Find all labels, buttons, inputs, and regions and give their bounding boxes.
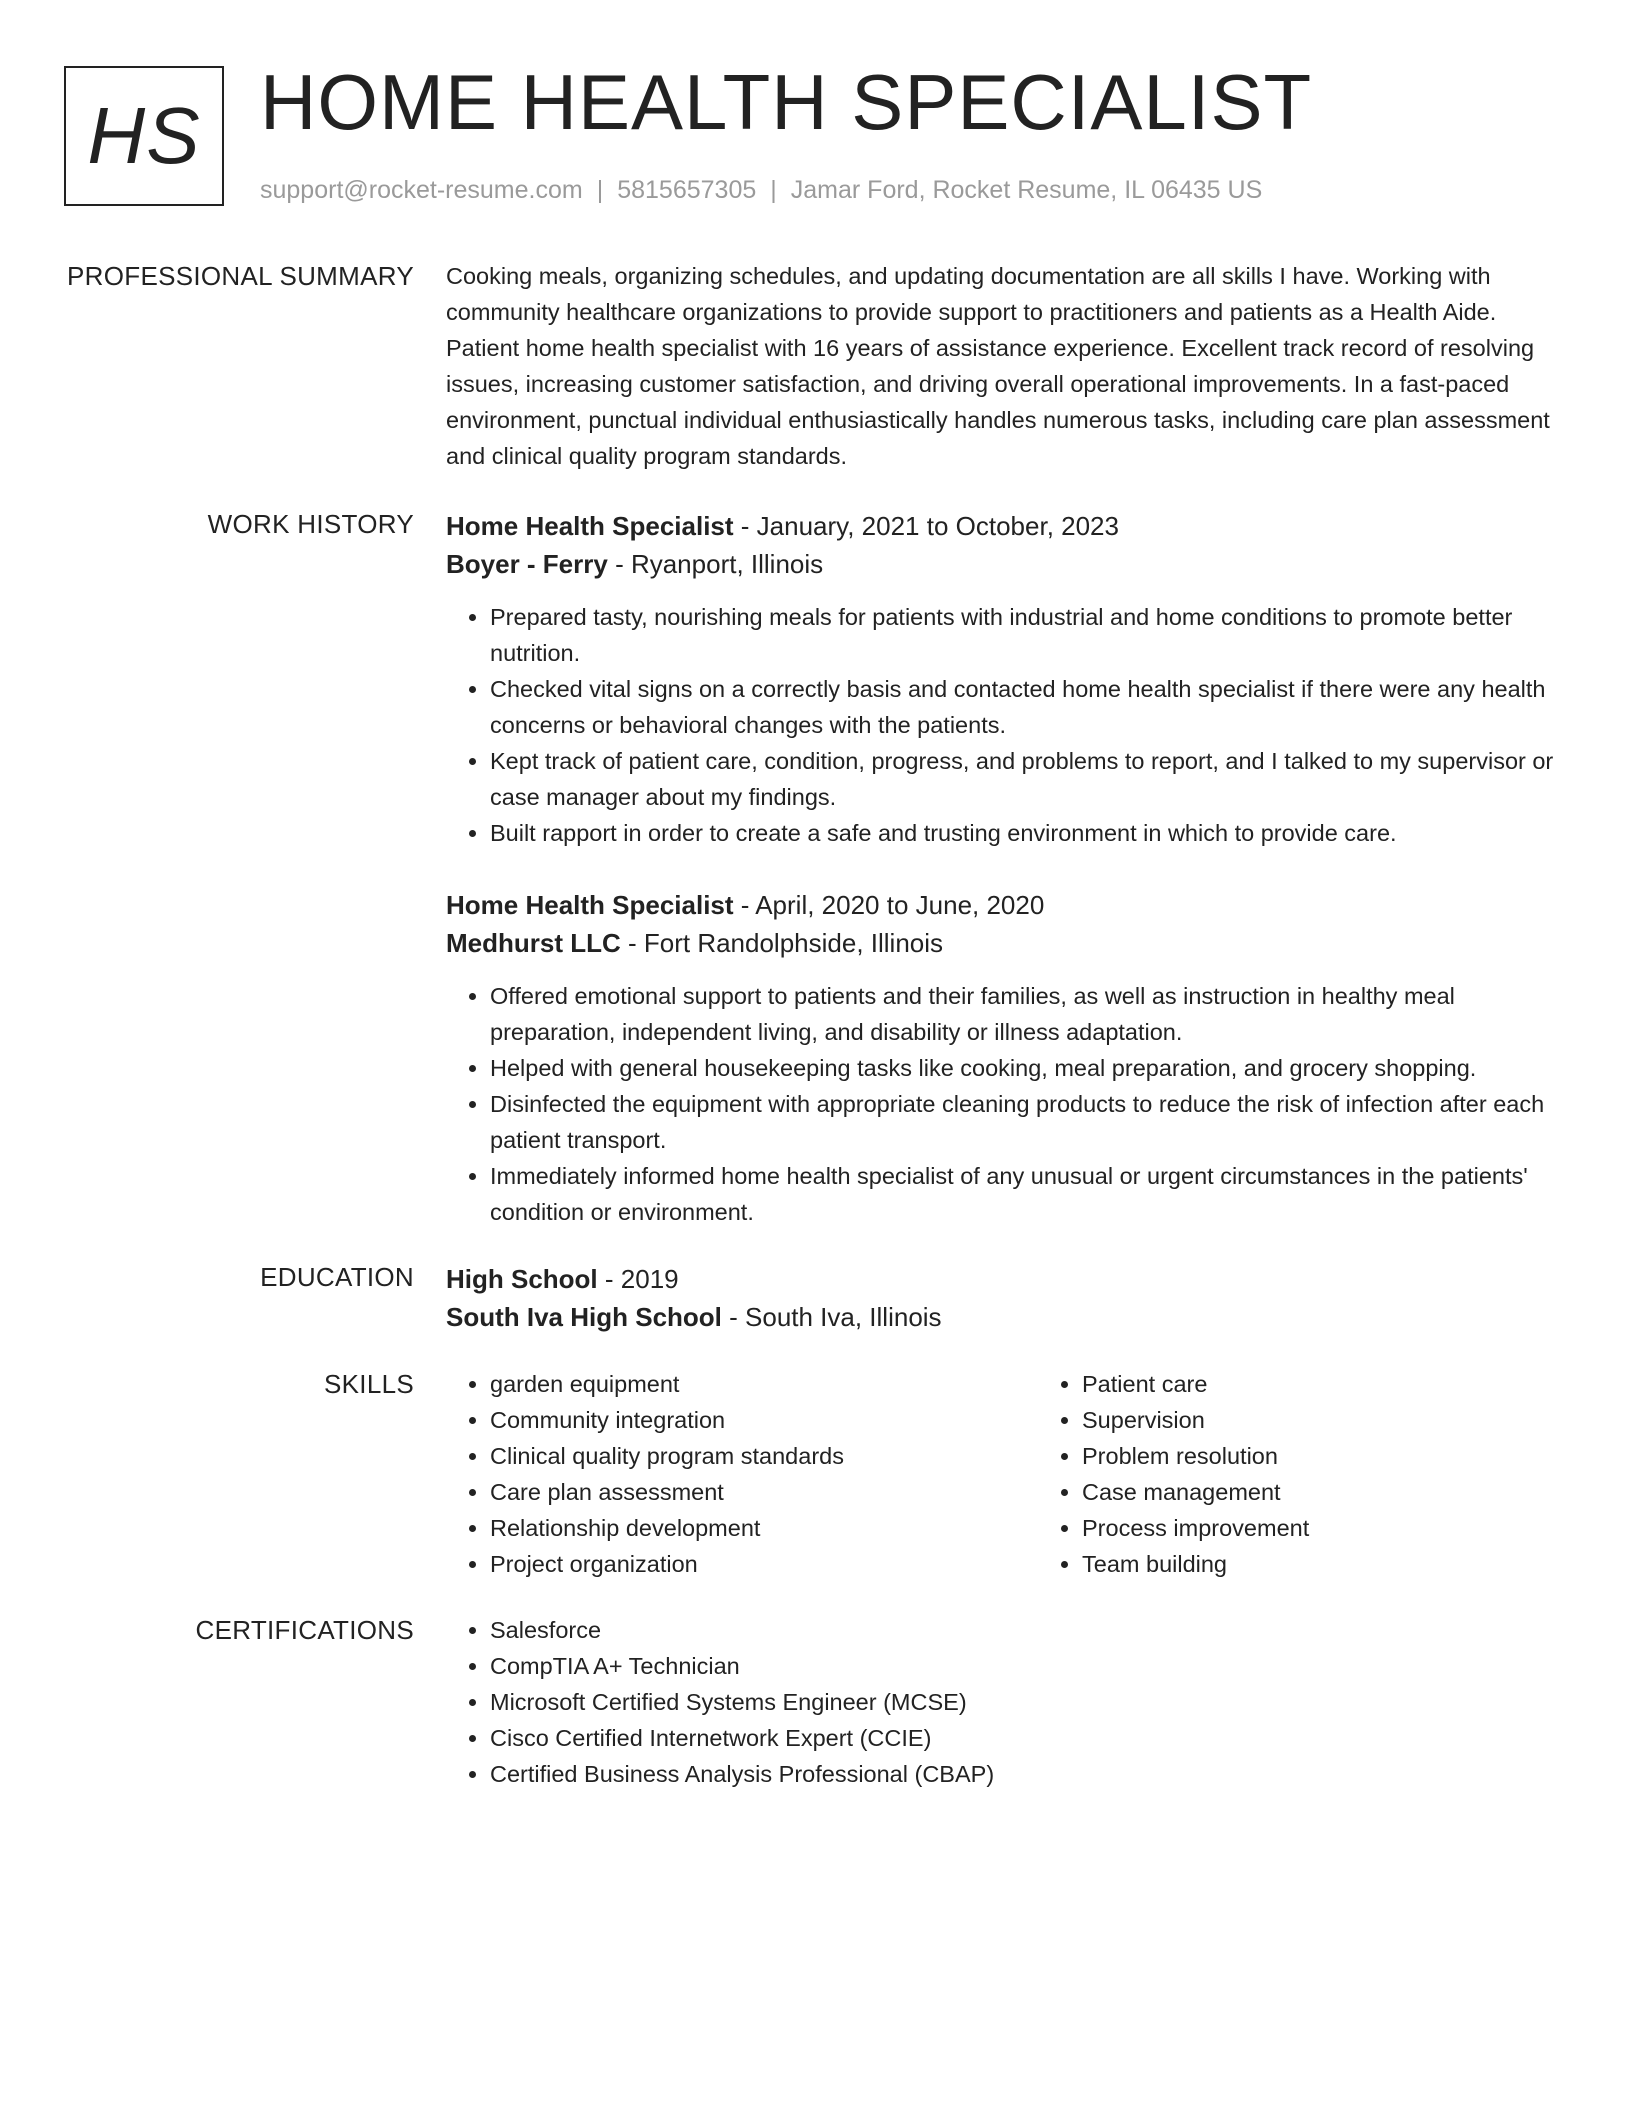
- job-title: Home Health Specialist: [446, 511, 734, 541]
- contact-phone: 5815657305: [617, 176, 757, 204]
- list-item: • Disinfected the equipment with appropriate cleaning products to reduce the risk of infection after each patient transport.: [490, 1086, 1560, 1158]
- skill-item: • Process improvement: [1082, 1510, 1630, 1546]
- contact-address: Jamar Ford, Rocket Resume, IL 06435 US: [790, 176, 1263, 204]
- skill-item: • Clinical quality program standards: [490, 1438, 1038, 1474]
- section-label-certifications: CERTIFICATIONS: [195, 1615, 414, 1645]
- list-item: • Prepared tasty, nourishing meals for patients with industrial and home conditions to promote better nutrition.: [490, 599, 1560, 671]
- certification-item: • Cisco Certified Internetwork Expert (CCIE): [490, 1720, 1560, 1756]
- education-degree: High School: [446, 1264, 598, 1294]
- certifications-section: [446, 1612, 1560, 1792]
- education-school: South Iva High School: [446, 1302, 722, 1332]
- job-company: Boyer - Ferry: [446, 549, 608, 579]
- contact-email: support@rocket-resume.com: [260, 176, 583, 204]
- resume-title: HOME HEALTH SPECIALIST: [260, 58, 1313, 146]
- skill-item: • Case management: [1082, 1474, 1630, 1510]
- skill-item: • Project organization: [490, 1546, 1038, 1582]
- list-item: • Immediately informed home health specialist of any unusual or urgent circumstances in the patients' condition or environment.: [490, 1158, 1560, 1230]
- skills-section: [446, 1366, 1560, 1582]
- job-title-line: [446, 886, 1560, 924]
- skill-item: • Relationship development: [490, 1510, 1038, 1546]
- section-label-education: EDUCATION: [260, 1262, 414, 1292]
- job-entry: [446, 507, 1560, 851]
- contact-separator: |: [770, 176, 777, 204]
- job-title: Home Health Specialist: [446, 890, 734, 920]
- skills-list-right: [1038, 1366, 1630, 1582]
- skill-item: • Patient care: [1082, 1366, 1630, 1402]
- section-label-work-history: WORK HISTORY: [207, 509, 414, 539]
- education-school-line: [446, 1298, 1560, 1336]
- job-dates: - April, 2020 to June, 2020: [733, 890, 1045, 920]
- list-item: • Kept track of patient care, condition, progress, and problems to report, and I talked to my supervisor or case manager about my findings.: [490, 743, 1560, 815]
- skill-item: • Supervision: [1082, 1402, 1630, 1438]
- skills-list-left: [446, 1366, 1038, 1582]
- certification-item: • Microsoft Certified Systems Engineer (MCSE): [490, 1684, 1560, 1720]
- job-company-line: [446, 924, 1560, 962]
- monogram-badge: HS: [64, 66, 224, 206]
- skill-item: • Problem resolution: [1082, 1438, 1630, 1474]
- job-location: - Fort Randolphside, Illinois: [620, 928, 944, 958]
- job-bullets: [446, 978, 1560, 1230]
- skill-item: • Care plan assessment: [490, 1474, 1038, 1510]
- list-item: • Checked vital signs on a correctly basis and contacted home health specialist if there were any health concerns or behavioral changes with the patients.: [490, 671, 1560, 743]
- list-item: • Built rapport in order to create a safe and trusting environment in which to provide care.: [490, 815, 1560, 851]
- job-company: Medhurst LLC: [446, 928, 621, 958]
- job-dates: - January, 2021 to October, 2023: [733, 511, 1119, 541]
- education-location: - South Iva, Illinois: [721, 1302, 942, 1332]
- skill-item: • Community integration: [490, 1402, 1038, 1438]
- job-bullets: [446, 599, 1560, 851]
- certification-item: • CompTIA A+ Technician: [490, 1648, 1560, 1684]
- job-location: - Ryanport, Illinois: [607, 549, 824, 579]
- education-year: - 2019: [597, 1264, 679, 1294]
- list-item: • Offered emotional support to patients and their families, as well as instruction in healthy meal preparation, independent living, and disability or illness adaptation.: [490, 978, 1560, 1050]
- section-label-skills: SKILLS: [324, 1369, 414, 1399]
- skill-item: • garden equipment: [490, 1366, 1038, 1402]
- summary-text: Cooking meals, organizing schedules, and updating documentation are all skills I have. Working with community healthcare organizations to provide support to practitioners and patients as a Health Aide. Patient home health specialist with 16 years of assistance experience. Excellent track record of resolving issues, increasing customer satisfaction, and driving overall operational improvements. In a fast-paced environment, punctual individual enthusiastically handles numerous tasks, including care plan assessment and clinical quality program standards.: [446, 263, 1550, 469]
- list-item: • Helped with general housekeeping tasks like cooking, meal preparation, and grocery shopping.: [490, 1050, 1560, 1086]
- certification-item: • Certified Business Analysis Professional (CBAP): [490, 1756, 1560, 1792]
- certification-item: • Salesforce: [490, 1612, 1560, 1648]
- contact-separator: |: [596, 176, 604, 204]
- section-label-summary: PROFESSIONAL SUMMARY: [67, 261, 414, 291]
- job-title-line: [446, 507, 1560, 545]
- education-entry: [446, 1260, 1560, 1336]
- contact-line: [260, 175, 1262, 205]
- summary-section: [446, 258, 1560, 474]
- job-entry: [446, 886, 1560, 1230]
- certifications-list: [446, 1612, 1560, 1792]
- skill-item: • Team building: [1082, 1546, 1630, 1582]
- education-degree-line: [446, 1260, 1560, 1298]
- job-company-line: [446, 545, 1560, 583]
